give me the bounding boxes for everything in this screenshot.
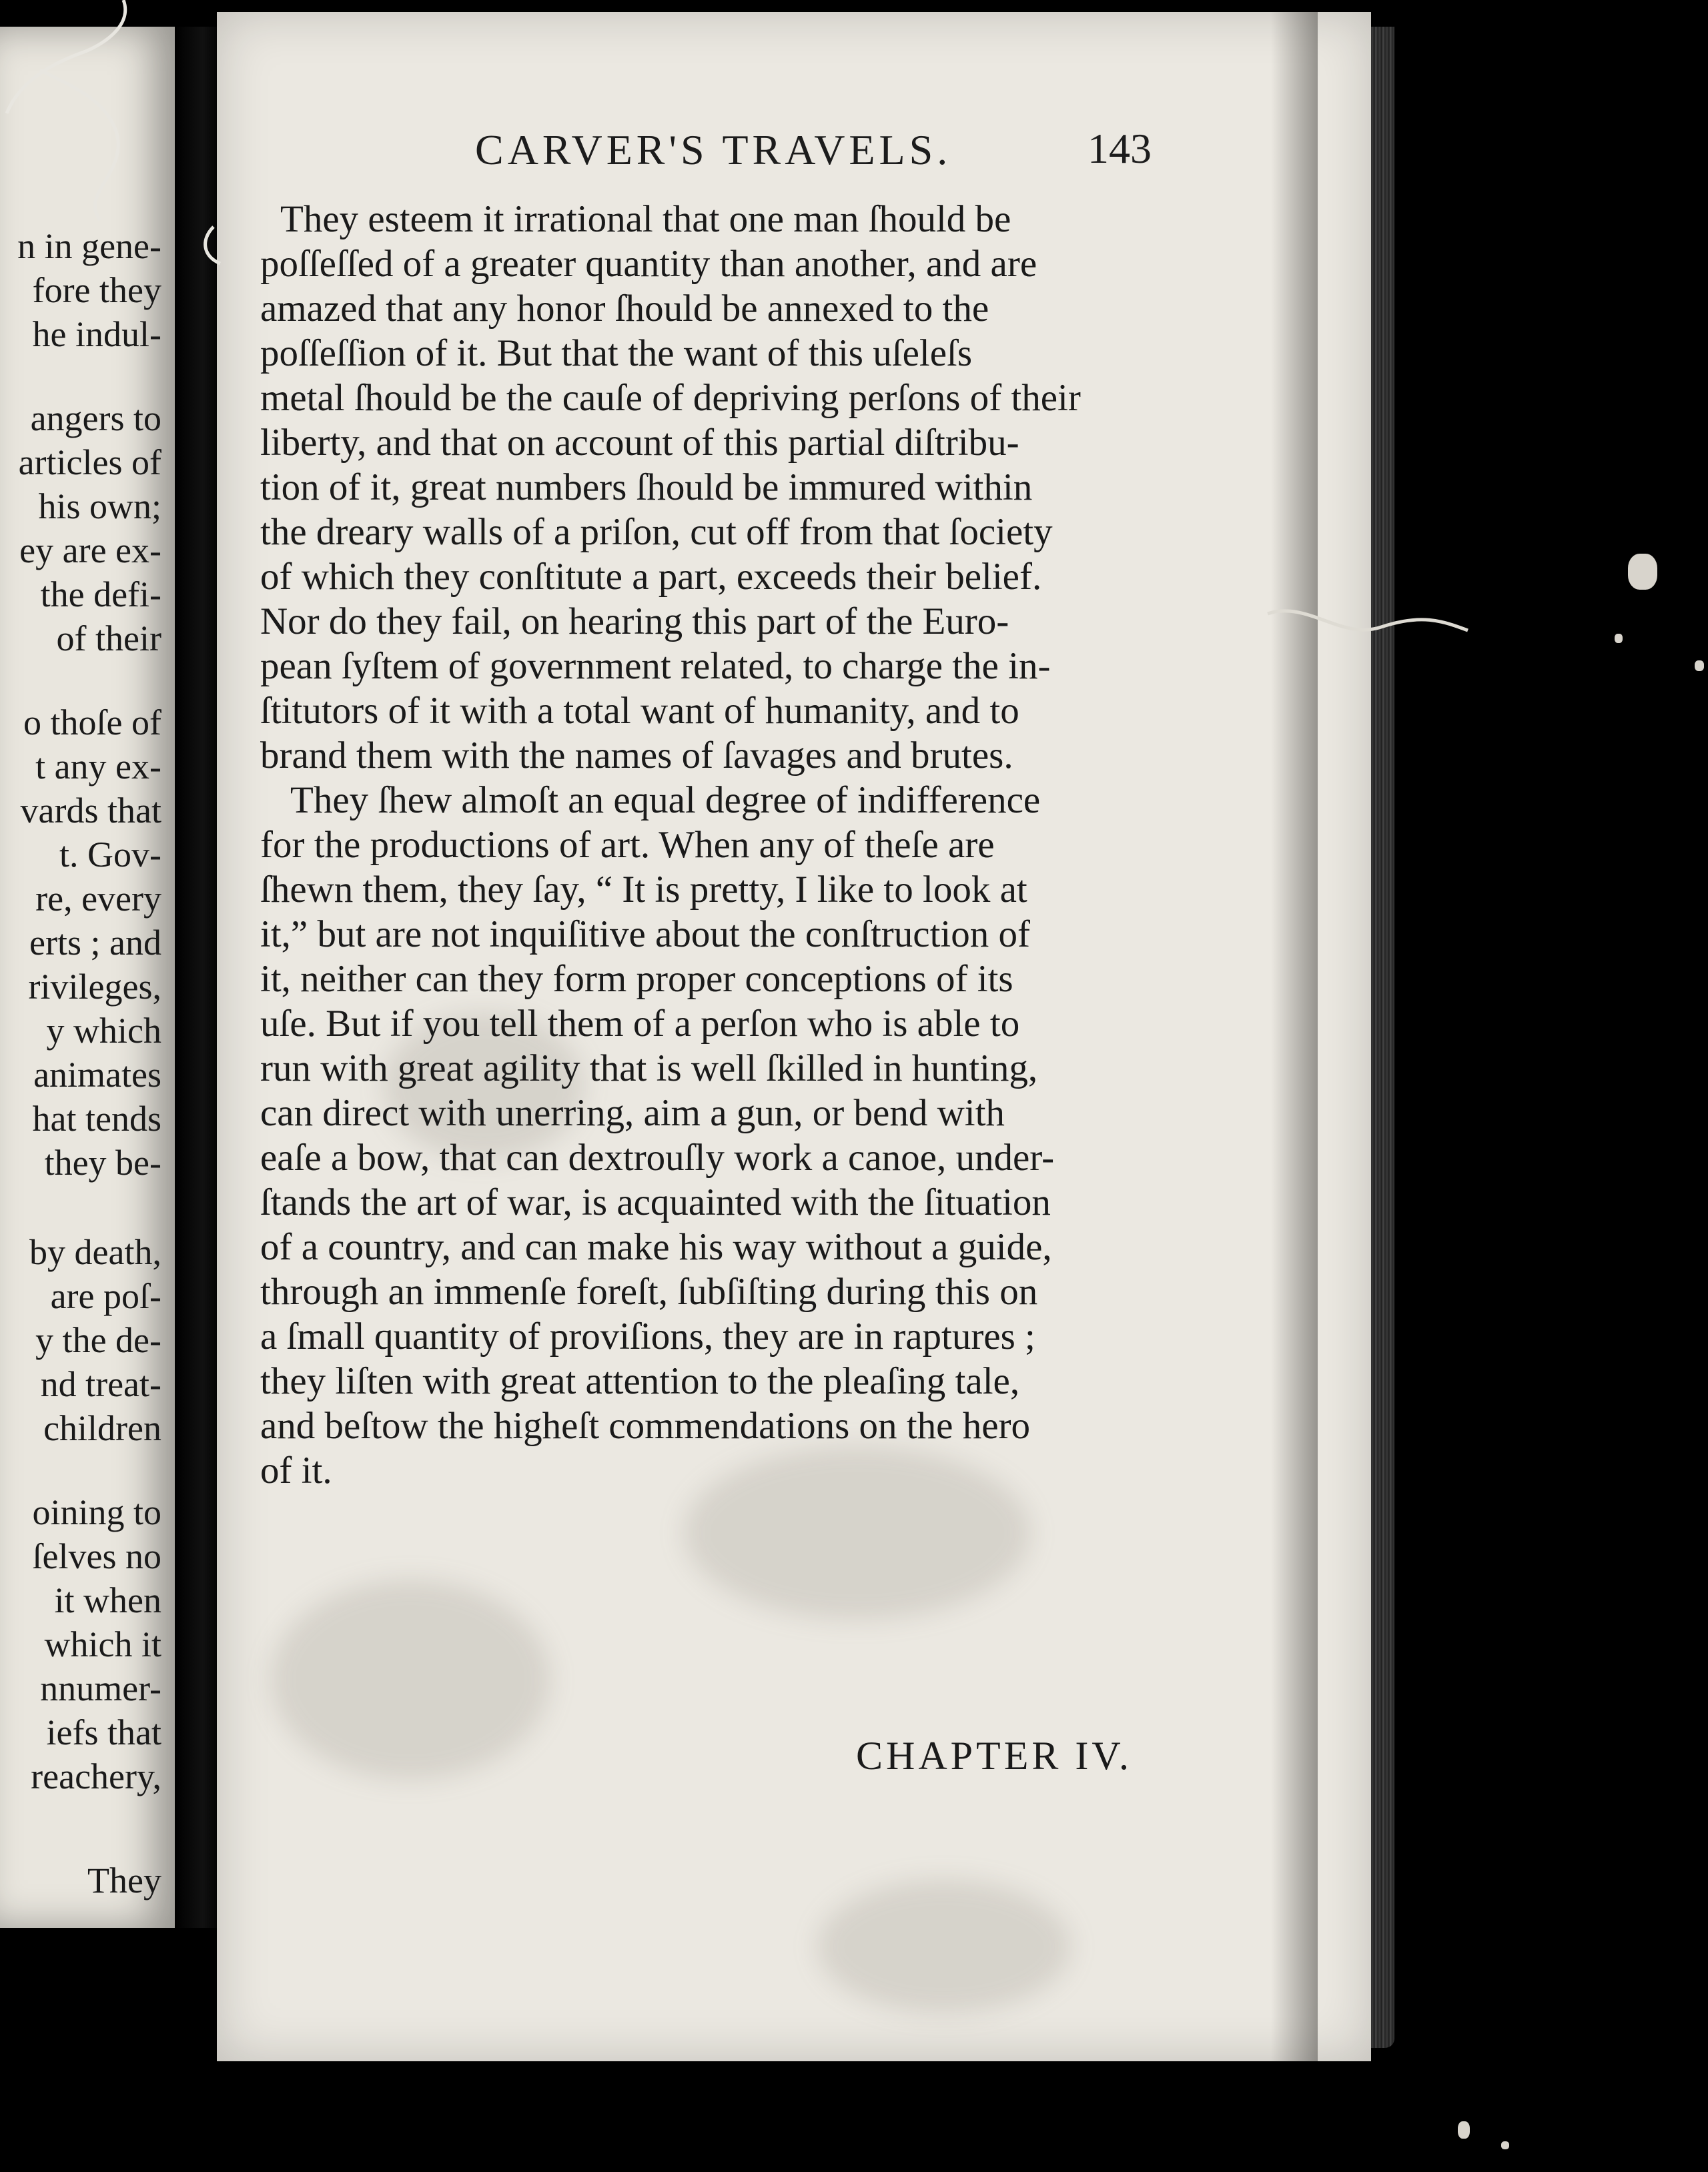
- left-page-line: re, every: [35, 879, 161, 919]
- gutter-shadow: [175, 27, 222, 1928]
- left-page-line: nnumer-: [40, 1668, 161, 1708]
- left-page-line: rivileges,: [28, 967, 161, 1007]
- left-page-line: articles of: [18, 442, 161, 482]
- paper-stain: [817, 1880, 1071, 2013]
- body-line: uſe. But if you tell them of a perſon who is able to: [260, 1003, 1020, 1045]
- left-page-line: They: [87, 1860, 161, 1901]
- left-page-line: oining to: [32, 1492, 161, 1532]
- left-page-line: of their: [56, 618, 161, 658]
- left-page-line: y which: [46, 1011, 161, 1051]
- body-line: and beſtow the higheſt commendations on the hero: [260, 1405, 1030, 1447]
- left-page-line: animates: [33, 1055, 161, 1095]
- left-page-line: he indul-: [32, 314, 161, 354]
- dust-speck: [1458, 2121, 1470, 2139]
- body-line: through an immenſe foreſt, ſubſiſting during this on: [260, 1271, 1038, 1313]
- paper-stain: [270, 1580, 550, 1780]
- running-head: CARVER'S TRAVELS.: [475, 126, 952, 173]
- left-page-line: children: [43, 1408, 161, 1448]
- left-page-line: angers to: [30, 398, 161, 438]
- left-page-line: t any ex-: [35, 746, 161, 786]
- paper-stain: [684, 1446, 1031, 1620]
- left-page-line: n in gene-: [17, 226, 161, 266]
- left-page-line: vards that: [20, 790, 161, 831]
- page-edge-shadow: [1271, 12, 1318, 2061]
- body-line: tion of it, great numbers ſhould be immured within: [260, 466, 1033, 508]
- body-line: ſtitutors of it with a total want of humanity, and to: [260, 690, 1019, 732]
- left-page-line: iefs that: [46, 1712, 161, 1752]
- left-page-line: erts ; and: [29, 923, 161, 963]
- left-page-line: which it: [44, 1624, 161, 1664]
- body-line: liberty, and that on account of this partial diſtribu-: [260, 422, 1019, 464]
- body-line: brand them with the names of ſavages and brutes.: [260, 734, 1013, 776]
- body-line: Nor do they fail, on hearing this part of the Euro-: [260, 600, 1009, 642]
- dust-speck: [1615, 634, 1623, 643]
- body-line: for the productions of art. When any of theſe are: [260, 824, 995, 866]
- body-line: it,” but are not inquiſitive about the conſtruction of: [260, 913, 1030, 955]
- body-line: of which they conſtitute a part, exceeds their belief.: [260, 556, 1042, 598]
- body-line: a ſmall quantity of proviſions, they are in raptures ;: [260, 1315, 1035, 1358]
- body-line: of it.: [260, 1450, 332, 1492]
- dust-speck: [1695, 660, 1704, 671]
- dust-speck: [1501, 2141, 1509, 2149]
- body-line: run with great agility that is well ſkilled in hunting,: [260, 1047, 1038, 1089]
- body-line: can direct with unerring, aim a gun, or bend with: [260, 1092, 1005, 1134]
- left-page-line: ſelves no: [32, 1536, 161, 1576]
- left-page-line: hat tends: [32, 1099, 161, 1139]
- left-page-line: o thoſe of: [23, 702, 161, 742]
- body-line: it, neither can they form proper conceptions of its: [260, 958, 1013, 1000]
- left-page-line: are poſ-: [50, 1276, 161, 1316]
- body-line: they liſten with great attention to the pleaſing tale,: [260, 1360, 1020, 1402]
- left-page-line: y the de-: [35, 1320, 161, 1360]
- page-number: 143: [1088, 125, 1152, 172]
- body-line: amazed that any honor ſhould be annexed to the: [260, 288, 989, 330]
- left-page-line: his own;: [38, 486, 161, 526]
- body-line: pean ſyſtem of government related, to charge the in-: [260, 645, 1051, 687]
- left-page-line: they be-: [44, 1143, 161, 1183]
- body-line: ſhewn them, they ſay, “ It is pretty, I like to look at: [260, 869, 1027, 911]
- left-page-fragment: [0, 27, 179, 1928]
- left-page-line: by death,: [29, 1232, 161, 1272]
- body-line: ſtands the art of war, is acquainted with the ſituation: [260, 1181, 1051, 1223]
- body-line: of a country, and can make his way without a guide,: [260, 1226, 1052, 1268]
- body-line: poſſeſſion of it. But that the want of this uſeleſs: [260, 332, 973, 374]
- left-page-line: fore they: [32, 270, 161, 310]
- body-line: They ſhew almoſt an equal degree of indifference: [290, 779, 1041, 821]
- body-line: They esteem it irrational that one man ſhould be: [280, 198, 1011, 240]
- body-line: the dreary walls of a priſon, cut off from that ſociety: [260, 511, 1053, 553]
- body-line: metal ſhould be the cauſe of depriving perſons of their: [260, 377, 1081, 419]
- chapter-heading: CHAPTER IV.: [856, 1734, 1132, 1778]
- left-page-line: reachery,: [31, 1756, 161, 1796]
- body-line: eaſe a bow, that can dextrouſly work a canoe, under-: [260, 1137, 1055, 1179]
- left-page-line: it when: [54, 1580, 161, 1620]
- left-page-line: ey are ex-: [19, 530, 161, 570]
- body-line: poſſeſſed of a greater quantity than another, and are: [260, 243, 1037, 285]
- left-page-line: t. Gov-: [59, 835, 161, 875]
- left-page-line: the defi-: [40, 574, 161, 614]
- dust-speck: [1628, 554, 1657, 590]
- left-page-line: nd treat-: [40, 1364, 161, 1404]
